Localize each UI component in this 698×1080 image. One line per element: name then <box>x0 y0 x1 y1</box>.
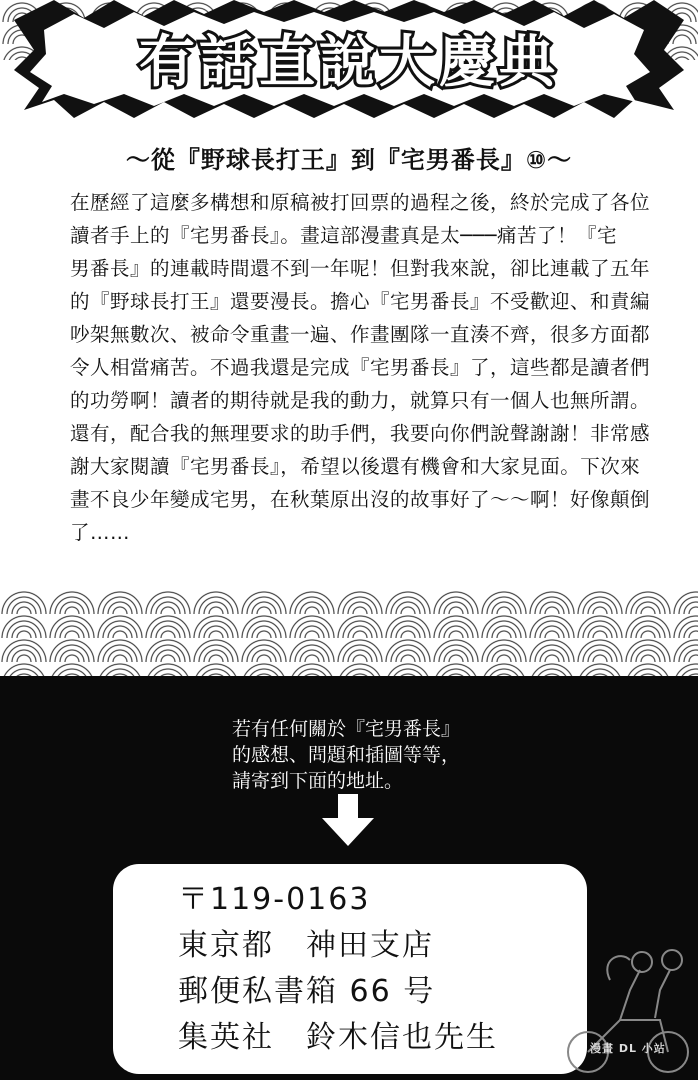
mail-instruction-line: 的感想、問題和插圖等等， <box>232 744 461 766</box>
article-body <box>70 186 670 549</box>
article-line: 的『野球長打王』還要漫長。擔心『宅男番長』不受歡迎、和責編 <box>70 290 651 313</box>
address-line: 郵便私書箱 66 号 <box>178 974 436 1009</box>
article-line: 在歷經了這麼多構想和原稿被打回票的過程之後，終於完成了各位 <box>70 191 651 214</box>
page-title: 有話直說大慶典 <box>139 30 559 95</box>
postal-code: 〒119-0163 <box>178 882 371 917</box>
article-line: 了…… <box>70 521 131 544</box>
address-line: 東京都 神田支店 <box>178 928 434 963</box>
article-line: 吵架無數次、被命令重畫一遍、作畫團隊一直湊不齊，很多方面都 <box>70 323 651 346</box>
watermark-logo <box>560 930 698 1080</box>
article-line: 謝大家閱讀『宅男番長』，希望以後還有機會和大家見面。下次來 <box>70 455 641 478</box>
article-line: 的功勞啊！讀者的期待就是我的動力，就算只有一個人也無所謂。 <box>70 389 651 412</box>
wave-pattern-bottom <box>0 590 698 680</box>
article-line: 還有，配合我的無理要求的助手們，我要向你們說聲謝謝！非常感 <box>70 422 651 445</box>
down-arrow-icon <box>322 794 374 846</box>
page-subtitle: ～從『野球長打王』到『宅男番長』⑩～ <box>125 146 573 174</box>
watermark-text: 漫畫 DL 小站 <box>590 1042 666 1055</box>
article-line: 令人相當痛苦。不過我還是完成『宅男番長』了，這些都是讀者們 <box>70 356 651 379</box>
mail-instruction-line: 若有任何關於『宅男番長』 <box>232 718 461 740</box>
article-line: 讀者手上的『宅男番長』。畫這部漫畫真是太───痛苦了！『宅 <box>70 224 617 247</box>
mail-instructions <box>232 716 532 794</box>
mail-instruction-line: 請寄到下面的地址。 <box>232 770 404 792</box>
article-line: 畫不良少年變成宅男，在秋葉原出沒的故事好了～～啊！好像顛倒 <box>70 488 651 511</box>
article-line: 男番長』的連載時間還不到一年呢！但對我來說，卻比連載了五年 <box>70 257 651 280</box>
recipient-line: 集英社 鈴木信也先生 <box>178 1020 498 1055</box>
